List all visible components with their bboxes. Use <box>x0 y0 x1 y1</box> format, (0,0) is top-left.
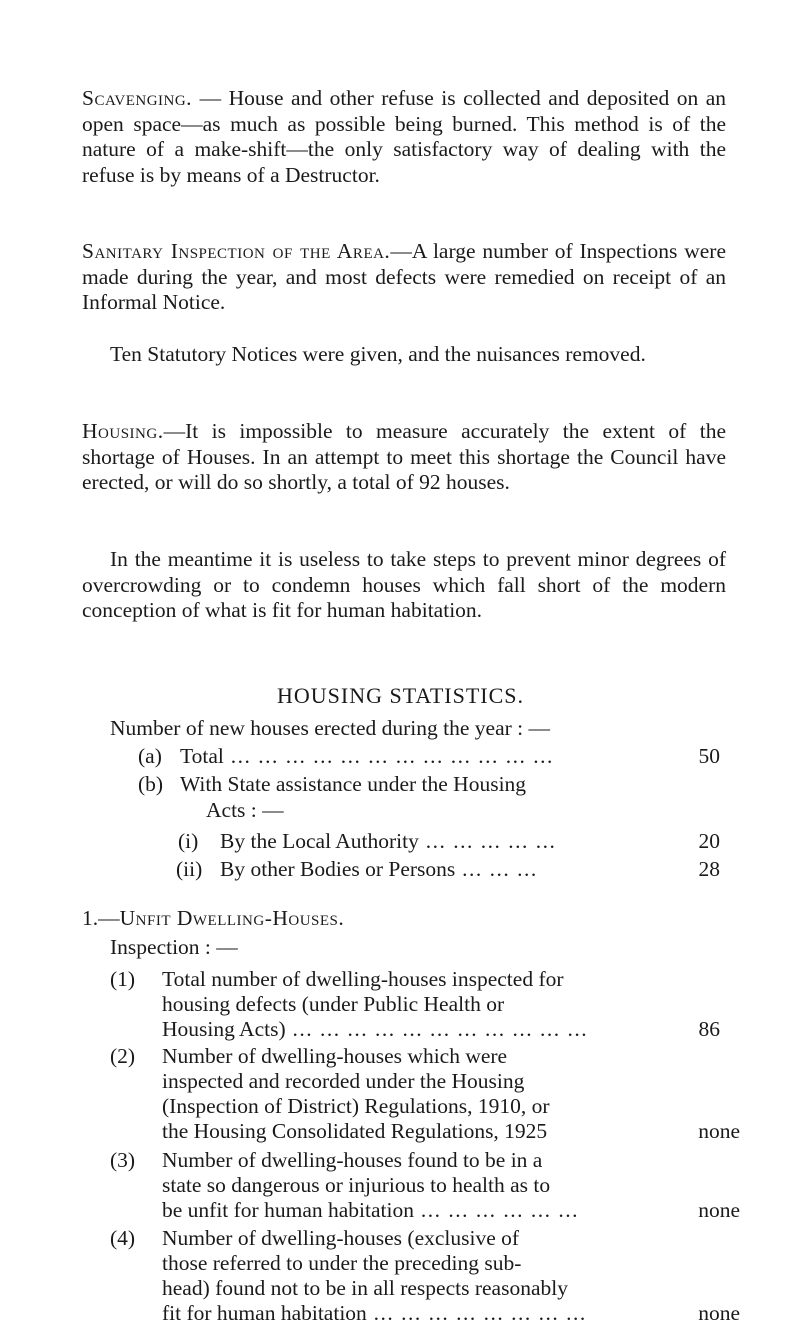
item-3-line2: state so dangerous or injurious to health as to <box>162 1173 551 1197</box>
item-1-label: (1) <box>110 967 136 991</box>
stat-b-text-line2: Acts : — <box>206 798 284 822</box>
item-4-line1: Number of dwelling-houses (exclusive of <box>162 1226 520 1250</box>
unfit-heading-number: 1.— <box>82 906 120 930</box>
inspection-label: Inspection : — <box>110 935 238 959</box>
stat-a-label: (a) <box>138 744 162 768</box>
scavenging-paragraph <box>82 86 726 188</box>
stat-i-leader: ... ... ... ... ... <box>418 829 557 853</box>
scavenging-heading: Scavenging. <box>82 86 193 110</box>
item-4-leader: ... ... ... ... ... ... ... ... <box>366 1301 587 1325</box>
item-4-line2: those referred to under the preceding sub- <box>162 1251 522 1275</box>
item-1-line2: housing defects (under Public Health or <box>162 992 505 1016</box>
item-4-value: none <box>698 1301 740 1325</box>
item-3-line3 <box>162 1198 579 1224</box>
item-2-label: (2) <box>110 1044 136 1068</box>
statistics-title: HOUSING STATISTICS. <box>276 683 525 708</box>
stat-i-label: (i) <box>178 829 199 853</box>
item-3-label: (3) <box>110 1148 136 1172</box>
item-4-line4-text: fit for human habitation <box>162 1301 367 1325</box>
stat-ii-label: (ii) <box>176 857 203 881</box>
stat-i-text: By the Local Authority <box>220 829 419 853</box>
item-4-line4 <box>162 1301 587 1327</box>
housing-heading: Housing. <box>82 419 164 443</box>
item-3-value: none <box>698 1198 740 1222</box>
stat-ii-leader: ... ... ... <box>455 857 538 881</box>
stat-ii-text: By other Bodies or Persons <box>220 857 456 881</box>
item-1-line1: Total number of dwelling-houses inspected for <box>162 967 564 991</box>
stat-b-text-line1: With State assistance under the Housing <box>180 772 527 796</box>
unfit-heading <box>82 906 344 932</box>
sanitary-heading: Sanitary Inspection of the Area. <box>82 239 391 263</box>
item-2-line2: inspected and recorded under the Housing <box>162 1069 525 1093</box>
housing-paragraph <box>82 419 726 496</box>
item-2-line1: Number of dwelling-houses which were <box>162 1044 508 1068</box>
item-3-line1: Number of dwelling-houses found to be in a <box>162 1148 543 1172</box>
notices-paragraph: Ten Statutory Notices were given, and the nuisances removed. <box>110 342 646 366</box>
item-3-leader: ... ... ... ... ... ... <box>413 1198 579 1222</box>
item-1-line3-text: Housing Acts) <box>162 1017 286 1041</box>
stat-i-value: 20 <box>698 829 720 853</box>
statistics-intro: Number of new houses erected during the year : — <box>110 716 551 740</box>
item-4-label: (4) <box>110 1226 136 1250</box>
housing-text: —It is impossible to measure accurately the extent of the shortage of Houses. In an attempt to meet this shortage the Council have erected, or will do so shortly, a total of 92 houses. <box>82 419 726 494</box>
stat-a-leader: ... ... ... ... ... ... ... ... ... ... ... ... <box>223 744 554 768</box>
scavenging-text: — House and other refuse is collected and deposited on an open space—as much as possible being burned. This method is of the nature of a make-shift—the only satisfactory way of dealing with the refuse is by means of a Destructor. <box>82 86 726 187</box>
item-1-line3 <box>162 1017 588 1043</box>
stat-a-text: Total <box>180 744 224 768</box>
item-4-line3: head) found not to be in all respects reasonably <box>162 1276 568 1300</box>
sanitary-text: —A large number of Inspections were made during the year, and most defects were remedied on receipt of an Informal Notice. <box>82 239 726 314</box>
item-2-value: none <box>698 1119 740 1143</box>
sanitary-paragraph <box>82 239 726 316</box>
stat-ii-row <box>220 857 538 883</box>
item-2-line3: (Inspection of District) Regulations, 1910, or <box>162 1094 550 1118</box>
stat-ii-value: 28 <box>698 857 720 881</box>
unfit-heading-text: Unfit Dwelling-Houses. <box>119 906 345 930</box>
meantime-paragraph: In the meantime it is useless to take steps to prevent minor degrees of overcrowding or to condemn houses which fall short of the modern conception of what is fit for human habitation. <box>82 547 726 622</box>
item-3-line3-text: be unfit for human habitation <box>162 1198 414 1222</box>
stat-a-value: 50 <box>698 744 720 768</box>
item-1-value: 86 <box>698 1017 720 1041</box>
item-2-line4: the Housing Consolidated Regulations, 1925 <box>162 1119 548 1143</box>
stat-a-row <box>180 744 554 770</box>
stat-b-label: (b) <box>138 772 164 796</box>
item-1-leader: ... ... ... ... ... ... ... ... ... ... ... <box>285 1017 589 1041</box>
stat-i-row <box>220 829 556 855</box>
